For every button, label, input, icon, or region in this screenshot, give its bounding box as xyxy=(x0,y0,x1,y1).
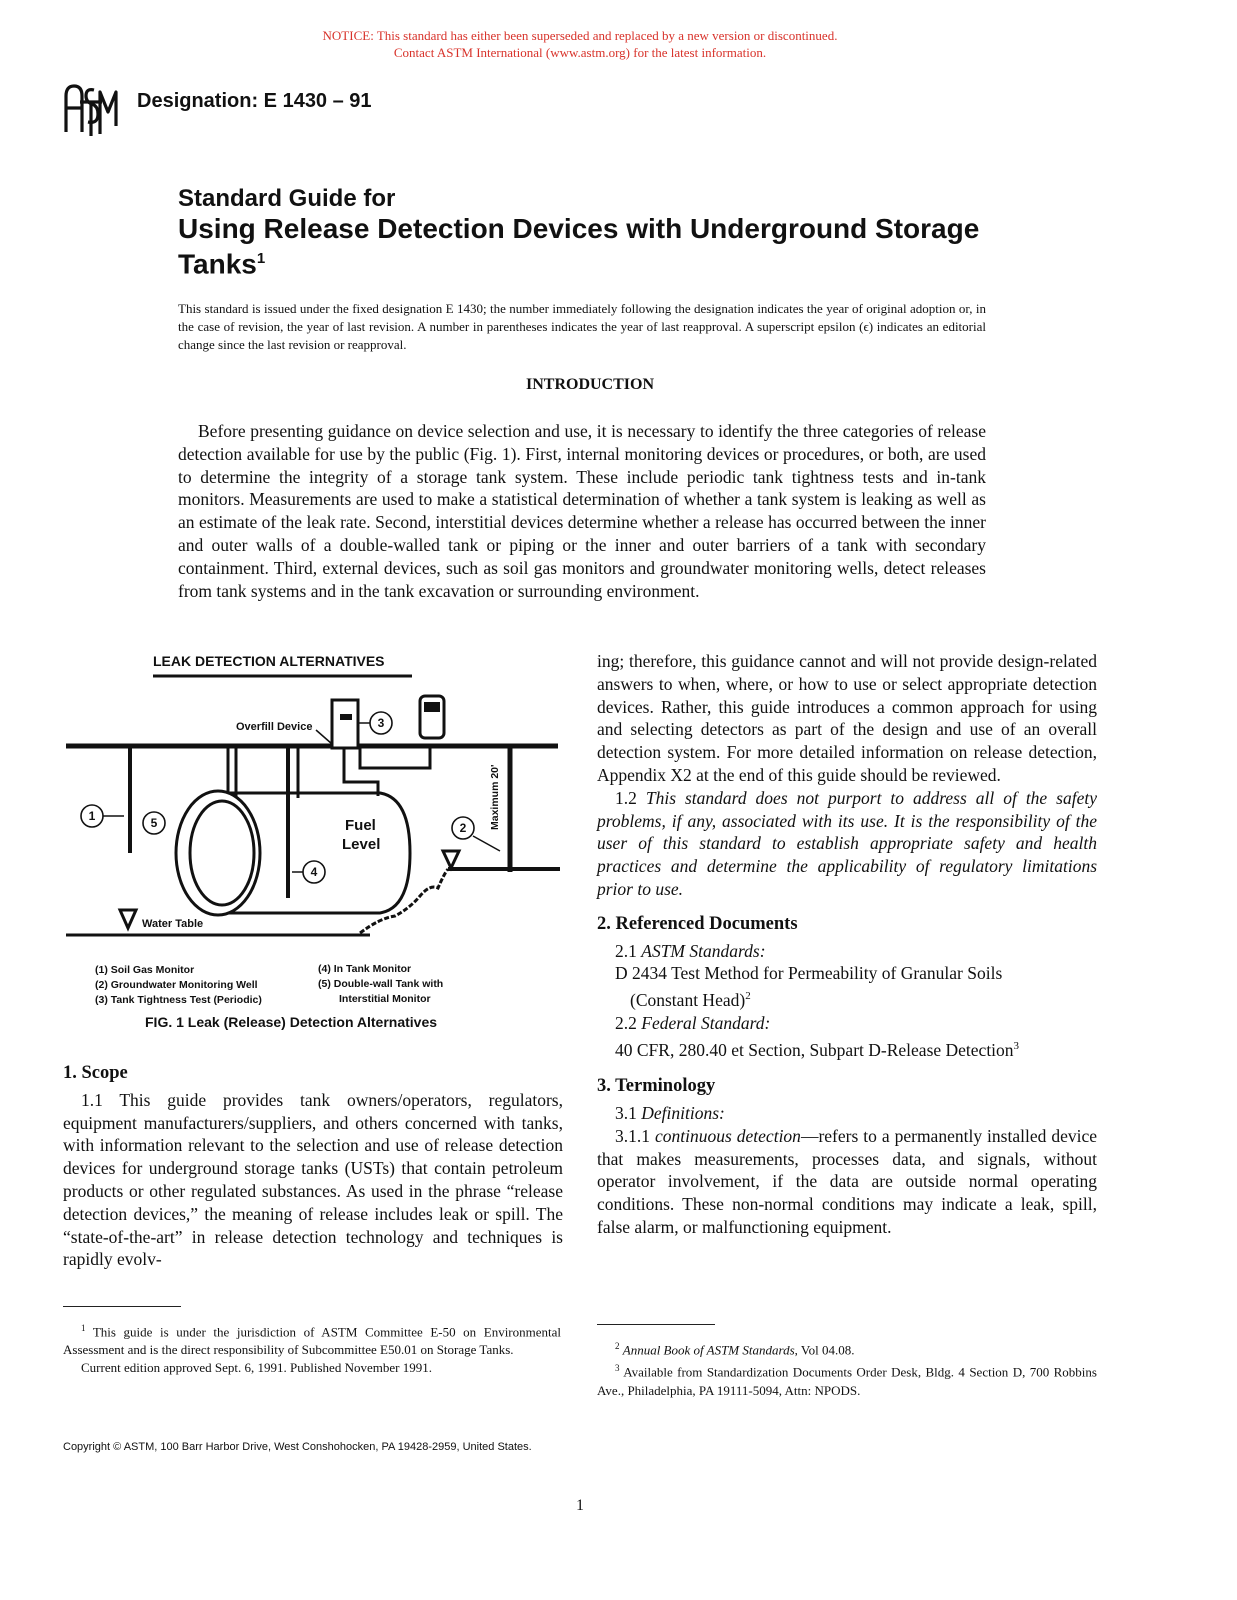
section-2-1-title: ASTM Standards: xyxy=(641,940,766,961)
section-2-1-number: 2.1 xyxy=(615,940,637,961)
section-3-1 xyxy=(597,1102,1097,1125)
figure-legend-left xyxy=(95,963,262,1008)
d2434-continued: (Constant Head) xyxy=(630,989,746,1010)
legend-item: (4) In Tank Monitor xyxy=(318,963,412,975)
section-3-1-number: 3.1 xyxy=(615,1103,637,1123)
cfr-footnote-mark: 3 xyxy=(1013,1039,1020,1052)
leak-detection-diagram xyxy=(60,648,570,958)
title-line-2: Using Release Detection Devices with Underground Storage xyxy=(178,213,980,244)
d2434-footnote-mark: 2 xyxy=(745,990,751,1003)
excavation-boundary xyxy=(360,869,448,933)
figure-heading: LEAK DETECTION ALTERNATIVES xyxy=(153,653,385,669)
footnote-rule-right xyxy=(597,1324,715,1325)
figure-1 xyxy=(60,648,570,1043)
footnote-rule-left xyxy=(63,1306,181,1307)
title-line-1: Standard Guide for xyxy=(178,185,396,212)
scope-1-1: 1.1 This guide provides tank owners/operators, regulators, equipment manufacturers/suppliers, and others concerned with tanks, with information relevant to the selection and use of release detection devices for underground storage tanks (USTs) that contain petroleum products or other regulated substances. As used in the phrase “release detection devices,” the meaning of release includes leak or spill. The “state-of-the-art” in release detection technology and techniques is rapidly evolv- xyxy=(63,1089,563,1270)
document-title xyxy=(178,184,1078,279)
scope-heading: 1. Scope xyxy=(63,1063,128,1083)
legend-item: (3) Tank Tightness Test (Periodic) xyxy=(95,994,262,1006)
figure-legend-right xyxy=(318,962,443,1007)
footnote-1-approval: Current edition approved Sept. 6, 1991. Published November 1991. xyxy=(81,1360,432,1376)
scope-1-2 xyxy=(597,787,1097,901)
water-table-marker-right-icon xyxy=(443,851,459,868)
scope-1-2-number: 1.2 xyxy=(615,787,637,808)
section-3-1-1-number: 3.1.1 xyxy=(615,1125,650,1146)
marker-1: 1 xyxy=(88,809,96,823)
footnote-3-mark: 3 xyxy=(615,1363,620,1374)
water-table-marker-icon xyxy=(120,910,136,928)
marker-5: 5 xyxy=(150,816,158,830)
page-number: 1 xyxy=(576,1497,584,1514)
designation: Designation: E 1430 – 91 xyxy=(137,90,372,112)
overfill-device-box xyxy=(332,700,358,748)
overfill-leader xyxy=(316,730,332,744)
footnotes-left xyxy=(63,1319,561,1377)
cfr-reference xyxy=(597,1035,1097,1062)
footnote-1 xyxy=(63,1319,561,1359)
overfill-device-detail xyxy=(340,714,352,720)
dispenser-pipe xyxy=(360,746,430,768)
introduction-heading: INTRODUCTION xyxy=(525,376,654,393)
section-3-1-title: Definitions: xyxy=(641,1103,725,1123)
footnote-1-text: This guide is under the jurisdiction of ASTM Committee E-50 on Environmental Assessment and is the direct responsibility of Subcommittee E50.01 on Storage Tanks. xyxy=(63,1324,562,1358)
legend-item: (2) Groundwater Monitoring Well xyxy=(95,979,258,991)
right-column xyxy=(597,650,1097,1239)
footnotes-right xyxy=(597,1337,1097,1400)
fuel-label: Fuel xyxy=(345,817,376,834)
section-2-2 xyxy=(597,1012,1097,1035)
d2434-text: D 2434 Test Method for Permeability of Granular Soils xyxy=(615,963,1003,984)
introduction-text: Before presenting guidance on device selection and use, it is necessary to identify the three categories of release detection available for use by the public (Fig. 1). First, internal monitoring devices or procedures, or both, are used to determine the integrity of a storage tank system. These include periodic tank tightness tests and in-tank monitors. Measurements are used to make a statistical determination of whether a tank system is leaking as well as an estimate of the leak rate. Second, interstitial devices determine whether a release has occurred between the inner and outer walls of a double-walled tank or piping or the inner and outer barriers of a tank with secondary containment. Third, external devices, such as soil gas monitors and groundwater monitoring wells, detect releases from tank systems and in the tank excavation or surrounding environment. xyxy=(178,421,986,601)
dispenser-display xyxy=(424,702,440,712)
footnote-2 xyxy=(597,1337,1097,1359)
continuous-detection-definition: —refers to a permanently installed device that makes measurements, processes data, and signals, without operator involvement, if the data are outside normal operating conditions. These non-normal conditions may indicate a leak, spill, false alarm, or malfunctioning equipment. xyxy=(597,1125,1098,1237)
section-2-2-number: 2.2 xyxy=(615,1012,637,1033)
maximum-depth-label: Maximum 20' xyxy=(489,764,501,830)
water-table-label: Water Table xyxy=(142,918,204,930)
notice-line-2: Contact ASTM International (www.astm.org) for the latest information. xyxy=(393,45,767,60)
level-label: Level xyxy=(342,836,381,853)
scope-1-1-continued: ing; therefore, this guidance cannot and will not provide design-related answers to when, where, or how to use or select appropriate detection devices. Rather, this guide introduces a common approach for using and selecting detectors as part of the design and use of an overall detection system. For more detailed information on release detection, Appendix X2 at the end of this guide should be reviewed. xyxy=(597,651,1097,785)
figure-caption: FIG. 1 Leak (Release) Detection Alternatives xyxy=(145,1014,438,1030)
legend-item: (1) Soil Gas Monitor xyxy=(95,964,195,976)
astm-logo xyxy=(62,82,124,138)
marker-4: 4 xyxy=(310,865,318,879)
d2434-reference xyxy=(597,962,1097,985)
footnote-3 xyxy=(597,1359,1097,1399)
legend-item: (5) Double-wall Tank with xyxy=(318,978,444,990)
continuous-detection-term: continuous detection xyxy=(655,1125,801,1146)
supersession-notice xyxy=(0,27,1160,61)
terminology-heading: 3. Terminology xyxy=(597,1076,716,1097)
legend-item: Interstitial Monitor xyxy=(339,993,431,1005)
scope-section xyxy=(63,1062,563,1271)
footnote-2-title: Annual Book of ASTM Standards xyxy=(622,1342,795,1358)
footnote-3-text: Available from Standardization Documents Order Desk, Bldg. 4 Section D, 700 Robbins Ave., Philadelphia, PA 19111-5094, Attn: NPODS. xyxy=(597,1364,1097,1398)
section-3-1-1 xyxy=(597,1125,1097,1239)
copyright: Copyright © ASTM, 100 Barr Harbor Drive, West Conshohocken, PA 19428-2959, United States. xyxy=(63,1441,532,1453)
footnote-2-volume: , Vol 04.08. xyxy=(794,1342,855,1358)
footnote-2-mark: 2 xyxy=(615,1341,620,1351)
title-footnote-mark: 1 xyxy=(256,250,266,267)
title-line-3: Tanks xyxy=(178,248,257,280)
section-2-1 xyxy=(597,940,1097,963)
footnote-1-mark: 1 xyxy=(81,1323,86,1333)
cfr-text: 40 CFR, 280.40 et Section, Subpart D-Release Detection xyxy=(615,1039,1014,1060)
section-2-2-title: Federal Standard: xyxy=(641,1012,771,1033)
marker-2-arrow xyxy=(473,836,500,851)
issue-note: This standard is issued under the fixed designation E 1430; the number immediately following the designation indicates the year of original adoption or, in the case of revision, the year of last revision. A number in parentheses indicates the year of last reapproval. A superscript epsilon (ϵ) indicates an editorial change since the last revision or reapproval. xyxy=(178,301,986,352)
scope-1-2-text: This standard does not purport to address all of the safety problems, if any, associated with its use. It is the responsibility of the user of this standard to establish appropriate safety and health practices and determine the applicability of regulatory limitations prior to use. xyxy=(597,787,1098,899)
d2434-reference-cont xyxy=(597,985,1097,1012)
marker-2: 2 xyxy=(459,821,467,835)
marker-3: 3 xyxy=(377,716,385,730)
notice-line-1: NOTICE: This standard has either been superseded and replaced by a new version or discontinued. xyxy=(322,28,838,43)
referenced-heading: 2. Referenced Documents xyxy=(597,913,798,934)
overfill-label: Overfill Device xyxy=(236,721,313,733)
